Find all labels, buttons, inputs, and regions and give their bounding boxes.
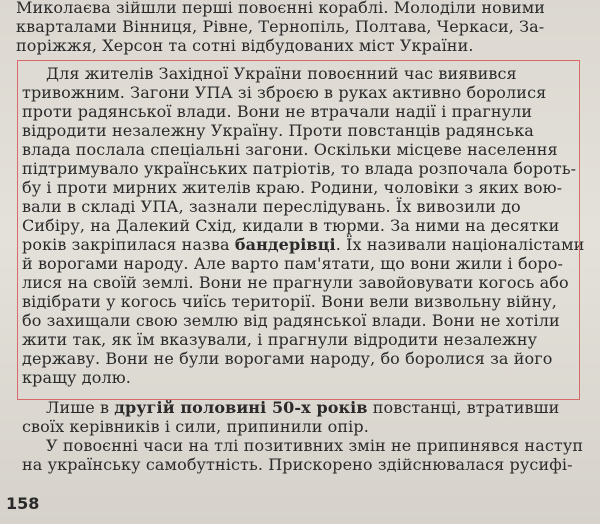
text-fragment: . Їх називали націоналістами: [335, 235, 585, 254]
text-line: Миколаєва зійшли перші повоєнні кораблі. Молоділи новими: [16, 0, 546, 17]
emphasis-bold: другій половині 50-х років: [114, 398, 368, 417]
text-line: Сибіру, на Далекий Схід, кидали в тюрми. За ними на десятки: [22, 216, 560, 235]
text-line: влада послала спеціальні загони. Оскільки місцеве населення: [22, 140, 558, 159]
text-line: Для жителів Західної України повоєнний час виявився: [46, 64, 517, 83]
text-line: й ворогами народу. Але варто пам'ятати, що вони жили і боро-: [22, 254, 564, 273]
term-bold: бандерівці: [234, 235, 336, 254]
text-line: проти радянської влади. Вони не втрачали надії і прагнули: [22, 102, 533, 121]
text-line-with-emphasis: [46, 398, 559, 418]
text-line: своїх керівників і сили, припинили опір.: [22, 417, 369, 436]
text-fragment: Лише в: [46, 398, 115, 417]
page-number: 158: [6, 494, 40, 513]
text-line: У повоєнні часи на тлі позитивних змін не припинявся наступ: [46, 436, 584, 455]
text-line: тривожним. Загони УПА зі зброєю в руках активно боролися: [22, 83, 547, 102]
text-line: бо захищали свою землю від радянської влади. Вони не хотіли: [22, 311, 560, 330]
text-line: підтримувало українських патріотів, то влада розпочала бороть-: [22, 159, 577, 178]
text-line-with-term: [22, 235, 584, 255]
text-line: державу. Вони не були ворогами народу, бо боролися за його: [22, 349, 553, 368]
text-line: кварталами Вінниця, Рівне, Тернопіль, Полтава, Черкаси, За-: [16, 17, 545, 36]
text-line: вали в складі УПА, зазнали переслідувань. Їх вивозили до: [22, 197, 521, 216]
text-line: відродити незалежну Україну. Проти повстанців радянська: [22, 121, 534, 140]
text-fragment: повстанці, втративши: [367, 398, 560, 417]
text-line: поріжжя, Херсон та сотні відбудованих міст України.: [16, 36, 474, 55]
text-line: бу і проти мирних жителів краю. Родини, чоловіки з яких вою-: [22, 178, 563, 197]
text-line: відібрати у когось чиїсь території. Вони вели визвольну війну,: [22, 292, 557, 311]
text-fragment: років закріпилася назва: [22, 235, 235, 254]
text-line: лися на своїй землі. Вони не прагнули завойовувати когось або: [22, 273, 569, 292]
text-line: жити так, як їм вказували, і прагнули відродити незалежну: [22, 330, 538, 349]
text-line: на українську самобутність. Прискорено здійснювалася русифі-: [22, 455, 573, 474]
text-line: кращу долю.: [22, 368, 131, 387]
